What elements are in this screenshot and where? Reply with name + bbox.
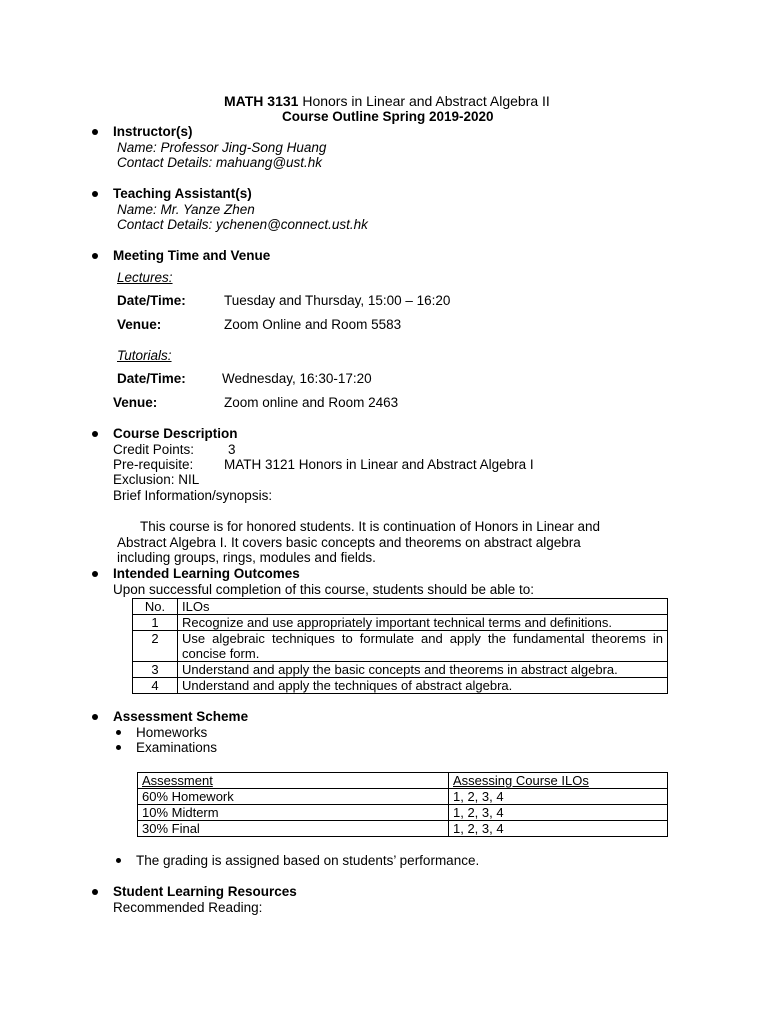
brief-info-label: Brief Information/synopsis: (113, 488, 273, 503)
synopsis-line: Abstract Algebra I. It covers basic concepts and theorems on abstract algebra (117, 535, 581, 550)
assessment-name: 10% Midterm (138, 805, 449, 821)
assessment-ilos: 1, 2, 3, 4 (449, 821, 668, 837)
bullet-icon (116, 858, 121, 863)
course-title (224, 93, 550, 109)
ilo-col-no: No. (133, 599, 178, 615)
bullet-icon (116, 745, 121, 750)
table-row (133, 662, 668, 678)
bullet-icon (92, 253, 98, 259)
course-code: MATH 3131 (224, 93, 299, 109)
table-row (133, 678, 668, 694)
table-row (133, 615, 668, 631)
table-row (133, 631, 668, 662)
assessment-item: Homeworks (136, 725, 208, 740)
bullet-icon (116, 730, 121, 735)
course-subtitle: Course Outline Spring 2019-2020 (282, 109, 494, 124)
ilo-intro: Upon successful completion of this course, students should be able to: (113, 582, 534, 597)
assessment-name: 60% Homework (138, 789, 449, 805)
synopsis-line: This course is for honored students. It is continuation of Honors in Linear and (140, 519, 601, 534)
assessment-name: 30% Final (138, 821, 449, 837)
recommended-reading-label: Recommended Reading: (113, 900, 263, 915)
lecture-date-label: Date/Time: (117, 293, 186, 308)
ilo-no: 3 (133, 662, 178, 678)
instructor-name: Name: Professor Jing-Song Huang (117, 140, 327, 155)
credit-points-label: Credit Points: (113, 442, 195, 457)
ilo-text: Understand and apply the basic concepts and theorems in abstract algebra. (178, 662, 668, 678)
bullet-icon (92, 714, 98, 720)
ilo-text: Recognize and use appropriately important technical terms and definitions. (178, 615, 668, 631)
ilo-no: 4 (133, 678, 178, 694)
section-heading-ta: Teaching Assistant(s) (113, 186, 252, 201)
bullet-icon (92, 191, 98, 197)
table-header-row (138, 773, 668, 789)
course-name: Honors in Linear and Abstract Algebra II (298, 93, 550, 109)
bullet-icon (92, 129, 98, 135)
assessment-col-name: Assessment (138, 773, 449, 789)
assessment-ilos: 1, 2, 3, 4 (449, 805, 668, 821)
ilo-text: Use algebraic techniques to formulate and apply the fundamental theorems in concise form. (178, 631, 668, 662)
synopsis-line: including groups, rings, modules and fields. (117, 550, 376, 565)
ilo-text: Understand and apply the techniques of abstract algebra. (178, 678, 668, 694)
table-row (138, 789, 668, 805)
bullet-icon (92, 571, 98, 577)
tutorial-venue-value: Zoom online and Room 2463 (224, 395, 399, 410)
lectures-label: Lectures: (117, 270, 173, 285)
section-heading-ilo: Intended Learning Outcomes (113, 566, 300, 581)
prereq-value: MATH 3121 Honors in Linear and Abstract Algebra I (224, 457, 534, 472)
prereq-label: Pre-requisite: (113, 457, 194, 472)
assessment-table (137, 772, 668, 837)
ilo-no: 1 (133, 615, 178, 631)
ilo-table (132, 598, 668, 694)
lecture-venue-value: Zoom Online and Room 5583 (224, 317, 402, 332)
table-row (138, 805, 668, 821)
tutorial-venue-label: Venue: (113, 395, 158, 410)
bullet-icon (92, 889, 98, 895)
ta-name: Name: Mr. Yanze Zhen (117, 202, 255, 217)
bullet-icon (92, 431, 98, 437)
assessment-item: Examinations (136, 740, 218, 755)
tutorial-date-value: Wednesday, 16:30-17:20 (222, 371, 372, 386)
section-heading-assessment: Assessment Scheme (113, 709, 249, 724)
ta-contact: Contact Details: ychenen@connect.ust.hk (117, 217, 368, 232)
lecture-venue-label: Venue: (117, 317, 162, 332)
ilo-no: 2 (133, 631, 178, 662)
grading-note: The grading is assigned based on students’ performance. (136, 853, 480, 868)
section-heading-instructor: Instructor(s) (113, 124, 193, 139)
table-row (138, 821, 668, 837)
exclusion: Exclusion: NIL (113, 472, 200, 487)
tutorials-label: Tutorials: (117, 348, 172, 363)
section-heading-resources: Student Learning Resources (113, 884, 297, 899)
table-header-row (133, 599, 668, 615)
credit-points-value: 3 (228, 442, 236, 457)
tutorial-date-label: Date/Time: (117, 371, 186, 386)
assessment-ilos: 1, 2, 3, 4 (449, 789, 668, 805)
ilo-col-ilos: ILOs (178, 599, 668, 615)
section-heading-description: Course Description (113, 426, 238, 441)
assessment-col-ilos: Assessing Course ILOs (449, 773, 668, 789)
instructor-contact: Contact Details: mahuang@ust.hk (117, 155, 323, 170)
section-heading-meeting: Meeting Time and Venue (113, 248, 271, 263)
lecture-date-value: Tuesday and Thursday, 15:00 – 16:20 (224, 293, 451, 308)
